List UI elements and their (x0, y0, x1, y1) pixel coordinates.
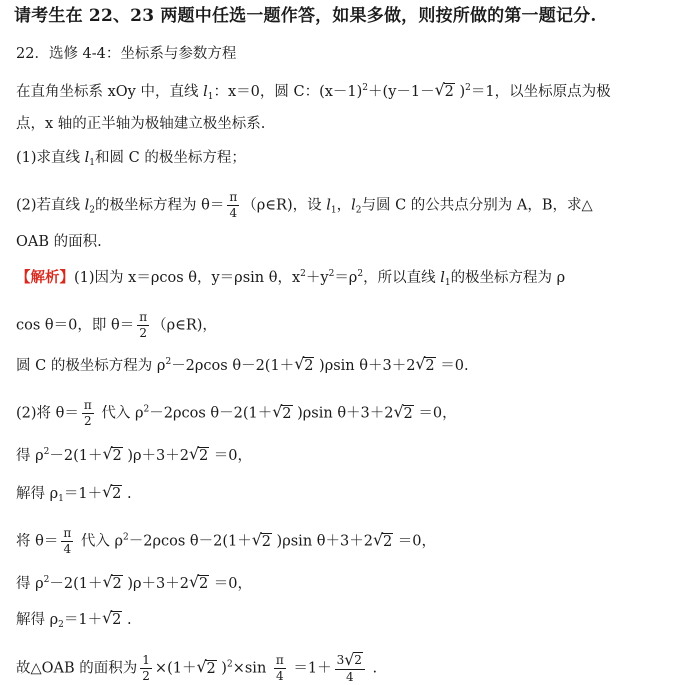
solution-line-8: 得 $\rho^2-2(1+$ √ 2 )ρ＋3＋2 √ 2 ＝0， (16, 572, 253, 592)
problem-statement-line-1: 在直角坐标系 xOy 中，直线 $l_1$：x＝0，圆 C：$(x-1)^2+(y-1-$ √ 2 )$^2$＝1，以坐标原点为极 (16, 80, 611, 102)
fraction-final: 3 √ 2 4 (335, 652, 365, 685)
fraction-pi-over-4: $\frac{\pi}{4}$ (229, 190, 238, 220)
solution-line-5: 得 $\rho^2-2(1+$ √ 2 )ρ＋3＋2 √ 2 ＝0， (16, 444, 253, 464)
solution-line-6: 解得 $\rho_1=1+$ √ 2 . (16, 482, 132, 504)
solution-line-3: 圆 C 的极坐标方程为 $\rho^2-2\rho\cos$ θ－2(1＋ √ 2 )ρsin θ＋3＋2 √ 2 ＝0. (16, 354, 469, 374)
question-2-line-1: (2)若直线 $l_2$的极坐标方程为 θ＝ $\frac{\pi}{4}$ （ρ∈R)，设 $l_1$，$l_2$与圆 C 的公共点分别为 A，B，求△ (16, 190, 593, 220)
solution-line-10: 故△OAB 的面积为 $\frac{1}{2}$ ×(1＋ √ 2 )$^2$×sin $\frac{\pi}{4}$ ＝1＋ 3 √ 2 4 . (16, 650, 378, 684)
solution-line-9: 解得 $\rho_2=1+$ √ 2 . (16, 608, 132, 630)
solution-line-1: 【解析】(1)因为 x＝ρcos θ，y＝ρsin θ，$x^2+y^2=\rho^2$，所以直线 $l_1$的极坐标方程为 ρ (16, 269, 566, 288)
solution-line-4: (2)将 θ＝ $\frac{\pi}{2}$ 代入 $\rho^2-2\rho\cos$ θ－2(1＋ √ 2 )ρsin θ＋3＋2 √ 2 ＝0， (16, 398, 457, 428)
sqrt-symbol: √ 2 (434, 80, 454, 100)
problem-title: 22．选修 4-4：坐标系与参数方程 (16, 46, 237, 62)
instruction-heading: 请考生在 22、23 两题中任选一题作答，如果多做，则按所做的第一题记分. (14, 6, 597, 26)
solution-line-7: 将 θ＝ $\frac{\pi}{4}$ 代入 $\rho^2-2\rho\cos$ θ－2(1＋ √ 2 )ρsin θ＋3＋2 √ 2 ＝0， (16, 526, 437, 556)
analysis-tag: 【解析】 (16, 269, 74, 286)
solution-line-2: cos θ＝0，即 θ＝ $\frac{\pi}{2}$ （ρ∈R)， (16, 310, 217, 340)
problem-statement-line-2: 点，x 轴的正半轴为极轴建立极坐标系. (16, 116, 266, 132)
fraction-pi-over-2: $\frac{\pi}{2}$ (139, 310, 148, 340)
question-2-line-2: OAB 的面积. (16, 234, 102, 250)
question-1: (1)求直线 $l_1$和圆 C 的极坐标方程； (16, 150, 246, 168)
